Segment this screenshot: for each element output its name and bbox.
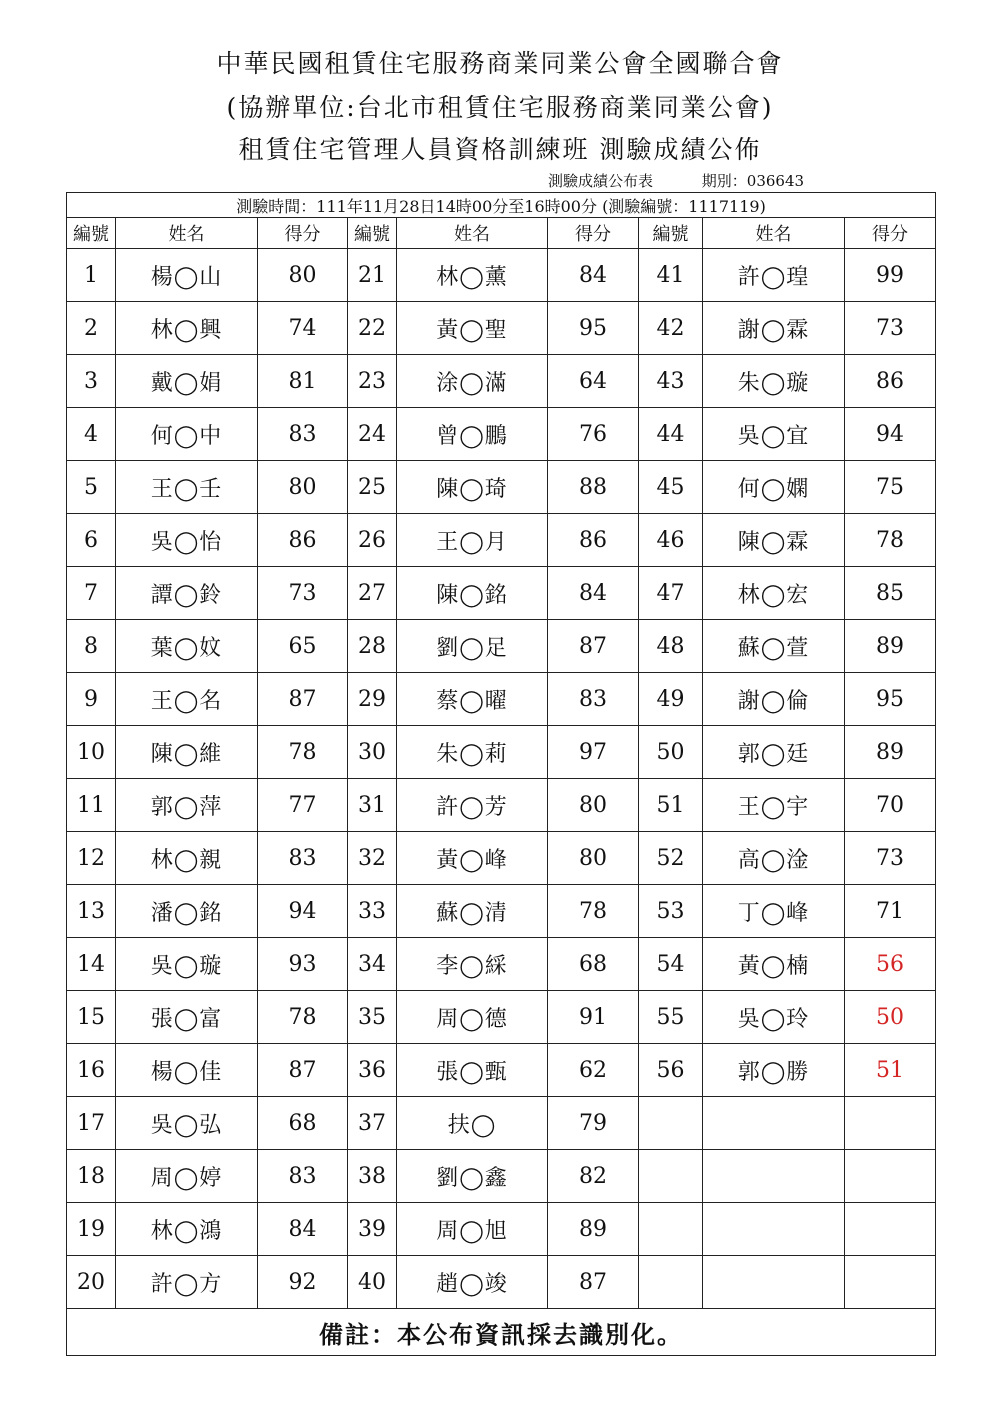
entry-number: 40: [348, 1256, 397, 1309]
score: 80: [258, 249, 348, 302]
score: 89: [548, 1203, 639, 1256]
entry-number: 42: [639, 302, 703, 355]
examinee-name: [703, 1256, 845, 1309]
table-row: [67, 673, 936, 726]
entry-number: 25: [348, 461, 397, 514]
examinee-name: 丁◯峰: [703, 885, 845, 938]
examinee-name: 譚◯鈴: [116, 567, 258, 620]
score: 86: [548, 514, 639, 567]
score: 78: [548, 885, 639, 938]
entry-number: 27: [348, 567, 397, 620]
examinee-name: 陳◯銘: [397, 567, 548, 620]
examinee-name: 曾◯鵬: [397, 408, 548, 461]
entry-number: 6: [67, 514, 116, 567]
score: 95: [548, 302, 639, 355]
entry-number: 34: [348, 938, 397, 991]
footer-note: 備註：本公布資訊採去識別化。: [67, 1309, 936, 1356]
entry-number: 49: [639, 673, 703, 726]
examinee-name: 周◯德: [397, 991, 548, 1044]
score: 73: [845, 302, 936, 355]
table-row: [67, 567, 936, 620]
examinee-name: 扶◯: [397, 1097, 548, 1150]
column-header: 得分: [258, 218, 348, 249]
examinee-name: 周◯旭: [397, 1203, 548, 1256]
examinee-name: 謝◯倫: [703, 673, 845, 726]
examinee-name: 楊◯佳: [116, 1044, 258, 1097]
entry-number: 7: [67, 567, 116, 620]
score: 50: [845, 991, 936, 1044]
entry-number: 4: [67, 408, 116, 461]
entry-number: 36: [348, 1044, 397, 1097]
entry-number: 21: [348, 249, 397, 302]
score: 80: [548, 832, 639, 885]
column-header-row: [67, 218, 936, 249]
score: 74: [258, 302, 348, 355]
column-header: 姓名: [703, 218, 845, 249]
examinee-name: 楊◯山: [116, 249, 258, 302]
entry-number: 15: [67, 991, 116, 1044]
entry-number: 43: [639, 355, 703, 408]
entry-number: [639, 1203, 703, 1256]
examinee-name: 王◯宇: [703, 779, 845, 832]
association-title: 中華民國租賃住宅服務商業同業公會全國聯合會: [216, 49, 784, 78]
entry-number: [639, 1097, 703, 1150]
examinee-name: [703, 1203, 845, 1256]
entry-number: 52: [639, 832, 703, 885]
examinee-name: 吳◯璇: [116, 938, 258, 991]
footer-row: [67, 1309, 936, 1356]
column-header: 編號: [348, 218, 397, 249]
entry-number: 41: [639, 249, 703, 302]
entry-number: 12: [67, 832, 116, 885]
table-row: [67, 938, 936, 991]
entry-number: 35: [348, 991, 397, 1044]
score: 85: [845, 567, 936, 620]
score: 86: [845, 355, 936, 408]
examinee-name: 蘇◯清: [397, 885, 548, 938]
entry-number: 19: [67, 1203, 116, 1256]
table-row: [67, 408, 936, 461]
examinee-name: 何◯中: [116, 408, 258, 461]
score: 73: [845, 832, 936, 885]
entry-number: 46: [639, 514, 703, 567]
examinee-name: [703, 1150, 845, 1203]
entry-number: 23: [348, 355, 397, 408]
entry-number: 31: [348, 779, 397, 832]
score: 84: [258, 1203, 348, 1256]
entry-number: 5: [67, 461, 116, 514]
score: 68: [258, 1097, 348, 1150]
entry-number: 14: [67, 938, 116, 991]
examinee-name: 劉◯足: [397, 620, 548, 673]
score: 84: [548, 249, 639, 302]
examinee-name: 張◯富: [116, 991, 258, 1044]
score: 99: [845, 249, 936, 302]
table-row: [67, 1203, 936, 1256]
examinee-name: 何◯嫻: [703, 461, 845, 514]
table-label: 測驗成績公布表: [548, 172, 654, 190]
score: 91: [548, 991, 639, 1044]
table-row: [67, 1150, 936, 1203]
examinee-name: 黃◯楠: [703, 938, 845, 991]
entry-number: 48: [639, 620, 703, 673]
score: 89: [845, 726, 936, 779]
entry-number: [639, 1256, 703, 1309]
examinee-name: 陳◯琦: [397, 461, 548, 514]
entry-number: 24: [348, 408, 397, 461]
entry-number: 51: [639, 779, 703, 832]
entry-number: 2: [67, 302, 116, 355]
score: 81: [258, 355, 348, 408]
entry-number: 54: [639, 938, 703, 991]
entry-number: 32: [348, 832, 397, 885]
course-title: 租賃住宅管理人員資格訓練班 測驗成績公佈: [238, 135, 762, 164]
entry-number: 20: [67, 1256, 116, 1309]
examinee-name: 林◯宏: [703, 567, 845, 620]
entry-number: 26: [348, 514, 397, 567]
table-subheading: [548, 170, 804, 191]
score: 83: [258, 832, 348, 885]
table-row: [67, 302, 936, 355]
table-row: [67, 1256, 936, 1309]
score: 87: [258, 1044, 348, 1097]
examinee-name: [703, 1097, 845, 1150]
table-row: [67, 991, 936, 1044]
score: [845, 1150, 936, 1203]
entry-number: 30: [348, 726, 397, 779]
examinee-name: 陳◯維: [116, 726, 258, 779]
examinee-name: 王◯壬: [116, 461, 258, 514]
score: 87: [258, 673, 348, 726]
entry-number: 17: [67, 1097, 116, 1150]
score: 62: [548, 1044, 639, 1097]
entry-number: 11: [67, 779, 116, 832]
table-row: [67, 726, 936, 779]
examinee-name: 林◯鴻: [116, 1203, 258, 1256]
column-header: 得分: [548, 218, 639, 249]
examinee-name: 王◯月: [397, 514, 548, 567]
entry-number: 9: [67, 673, 116, 726]
score: 83: [548, 673, 639, 726]
entry-number: 47: [639, 567, 703, 620]
score: 83: [258, 1150, 348, 1203]
examinee-name: 林◯親: [116, 832, 258, 885]
examinee-name: 李◯綵: [397, 938, 548, 991]
examinee-name: 郭◯廷: [703, 726, 845, 779]
examinee-name: 周◯婷: [116, 1150, 258, 1203]
score: 56: [845, 938, 936, 991]
table-row: [67, 885, 936, 938]
entry-number: 37: [348, 1097, 397, 1150]
entry-number: 56: [639, 1044, 703, 1097]
examinee-name: 吳◯宜: [703, 408, 845, 461]
score: 84: [548, 567, 639, 620]
examinee-name: 涂◯滿: [397, 355, 548, 408]
column-header: 編號: [67, 218, 116, 249]
examinee-name: 黃◯聖: [397, 302, 548, 355]
score: [845, 1097, 936, 1150]
score: 78: [258, 726, 348, 779]
examinee-name: 謝◯霖: [703, 302, 845, 355]
score: [845, 1203, 936, 1256]
entry-number: 55: [639, 991, 703, 1044]
entry-number: 28: [348, 620, 397, 673]
score: 80: [548, 779, 639, 832]
score: 94: [845, 408, 936, 461]
score: [845, 1256, 936, 1309]
table-row: [67, 355, 936, 408]
entry-number: [639, 1150, 703, 1203]
examinee-name: 高◯淦: [703, 832, 845, 885]
score: 95: [845, 673, 936, 726]
entry-number: 53: [639, 885, 703, 938]
score: 87: [548, 1256, 639, 1309]
table-row: [67, 832, 936, 885]
entry-number: 10: [67, 726, 116, 779]
entry-number: 3: [67, 355, 116, 408]
score: 70: [845, 779, 936, 832]
examinee-name: 王◯名: [116, 673, 258, 726]
score: 80: [258, 461, 348, 514]
table-row: [67, 1044, 936, 1097]
examinee-name: 許◯芳: [397, 779, 548, 832]
entry-number: 18: [67, 1150, 116, 1203]
entry-number: 39: [348, 1203, 397, 1256]
table-row: [67, 620, 936, 673]
examinee-name: 趙◯竣: [397, 1256, 548, 1309]
examinee-name: 朱◯璇: [703, 355, 845, 408]
score: 93: [258, 938, 348, 991]
co-organizer-line: (協辦單位:台北市租賃住宅服務商業同業公會): [226, 93, 774, 122]
exam-time-info: 測驗時間：111年11月28日14時00分至16時00分 (測驗編號：1117119): [67, 193, 936, 218]
column-header: 姓名: [397, 218, 548, 249]
score: 65: [258, 620, 348, 673]
score-table: [66, 192, 936, 1356]
examinee-name: 郭◯勝: [703, 1044, 845, 1097]
score: 92: [258, 1256, 348, 1309]
score: 71: [845, 885, 936, 938]
examinee-name: 陳◯霖: [703, 514, 845, 567]
entry-number: 1: [67, 249, 116, 302]
score: 78: [258, 991, 348, 1044]
table-row: [67, 514, 936, 567]
table-row: [67, 1097, 936, 1150]
entry-number: 16: [67, 1044, 116, 1097]
examinee-name: 吳◯怡: [116, 514, 258, 567]
examinee-name: 吳◯玲: [703, 991, 845, 1044]
score: 75: [845, 461, 936, 514]
entry-number: 50: [639, 726, 703, 779]
table-row: [67, 461, 936, 514]
score: 51: [845, 1044, 936, 1097]
score: 88: [548, 461, 639, 514]
entry-number: 22: [348, 302, 397, 355]
entry-number: 13: [67, 885, 116, 938]
entry-number: 8: [67, 620, 116, 673]
entry-number: 29: [348, 673, 397, 726]
examinee-name: 吳◯弘: [116, 1097, 258, 1150]
score: 97: [548, 726, 639, 779]
score: 82: [548, 1150, 639, 1203]
examinee-name: 戴◯娟: [116, 355, 258, 408]
score: 68: [548, 938, 639, 991]
entry-number: 38: [348, 1150, 397, 1203]
score: 89: [845, 620, 936, 673]
examinee-name: 張◯甄: [397, 1044, 548, 1097]
examinee-name: 蔡◯曜: [397, 673, 548, 726]
score: 87: [548, 620, 639, 673]
entry-number: 45: [639, 461, 703, 514]
examinee-name: 林◯薰: [397, 249, 548, 302]
score: 64: [548, 355, 639, 408]
examinee-name: 葉◯妏: [116, 620, 258, 673]
score: 86: [258, 514, 348, 567]
column-header: 得分: [845, 218, 936, 249]
score: 78: [845, 514, 936, 567]
examinee-name: 蘇◯萱: [703, 620, 845, 673]
table-row: [67, 249, 936, 302]
entry-number: 44: [639, 408, 703, 461]
examinee-name: 劉◯鑫: [397, 1150, 548, 1203]
examinee-name: 許◯瑝: [703, 249, 845, 302]
score: 94: [258, 885, 348, 938]
score: 77: [258, 779, 348, 832]
examinee-name: 林◯興: [116, 302, 258, 355]
examinee-name: 黃◯峰: [397, 832, 548, 885]
column-header: 編號: [639, 218, 703, 249]
examinee-name: 郭◯萍: [116, 779, 258, 832]
column-header: 姓名: [116, 218, 258, 249]
table-row: [67, 779, 936, 832]
entry-number: 33: [348, 885, 397, 938]
score: 76: [548, 408, 639, 461]
period-label: 期別：036643: [701, 172, 805, 190]
examinee-name: 朱◯莉: [397, 726, 548, 779]
score: 73: [258, 567, 348, 620]
examinee-name: 潘◯銘: [116, 885, 258, 938]
score: 83: [258, 408, 348, 461]
examinee-name: 許◯方: [116, 1256, 258, 1309]
score: 79: [548, 1097, 639, 1150]
